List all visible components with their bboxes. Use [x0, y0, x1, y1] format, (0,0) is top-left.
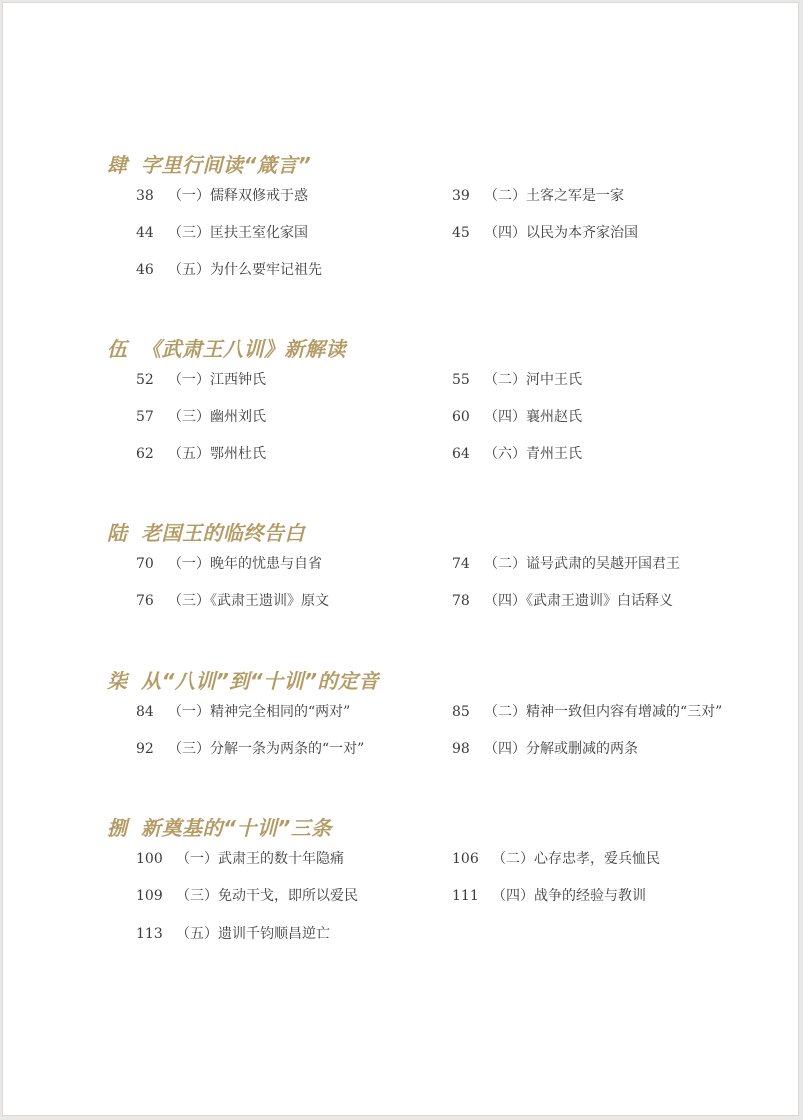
page-number: 45: [452, 225, 470, 241]
entry-title: （四）以民为本齐家治国: [484, 225, 638, 241]
toc-entry[interactable]: [452, 590, 673, 612]
entry-title: （二）河中王氏: [484, 372, 582, 388]
page-number: 57: [136, 409, 154, 425]
entry-title: （五）为什么要牢记祖先: [168, 262, 322, 278]
entry-title: （五）鄂州杜氏: [168, 446, 266, 462]
page-number: 62: [136, 446, 154, 462]
page-number: 44: [136, 225, 154, 241]
section-number: 柒: [107, 669, 128, 693]
entry-title: （二）心存忠孝，爱兵恤民: [492, 851, 660, 867]
page-number: 46: [136, 262, 154, 278]
toc-entry[interactable]: [136, 369, 266, 391]
section-heading: [107, 812, 332, 841]
toc-entry[interactable]: [452, 443, 582, 465]
toc-entry[interactable]: [136, 701, 350, 723]
section-number: 伍: [107, 337, 128, 361]
entry-title: （一）武肃王的数十年隐痛: [176, 851, 344, 867]
entry-title: （一）晚年的忧患与自省: [168, 556, 322, 572]
toc-entry[interactable]: [136, 553, 322, 575]
toc-entry[interactable]: [452, 369, 582, 391]
toc-entry[interactable]: [136, 259, 322, 281]
entry-title: （二）精神一致但内容有增减的“三对”: [484, 704, 723, 720]
toc-entry[interactable]: [136, 443, 266, 465]
toc-entry[interactable]: [136, 590, 329, 612]
entry-title: （三）匡扶王室化家国: [168, 225, 308, 241]
toc-entry[interactable]: [452, 185, 624, 207]
entry-title: （四）分解或删减的两条: [484, 741, 638, 757]
toc-entry[interactable]: [452, 701, 722, 723]
entry-title: （一）江西钟氏: [168, 372, 266, 388]
entry-title: （四）《武肃王遗训》白话释义: [484, 593, 673, 609]
entry-title: （二）土客之军是一家: [484, 188, 624, 204]
toc-entry[interactable]: [136, 738, 364, 760]
toc-entry[interactable]: [136, 923, 330, 945]
page-number: 78: [452, 593, 470, 609]
page-number: 84: [136, 704, 154, 720]
section-number: 肆: [107, 153, 128, 177]
page-number: 76: [136, 593, 154, 609]
section-title: 新奠基的“十训”三条: [141, 816, 332, 840]
toc-entry[interactable]: [452, 738, 638, 760]
entry-title: （三）分解一条为两条的“一对”: [168, 741, 365, 757]
toc-entry[interactable]: [452, 885, 646, 907]
page-number: 74: [452, 556, 470, 572]
section-title: 《武肃王八训》新解读: [141, 337, 346, 361]
section-title: 字里行间读“箴言”: [141, 153, 312, 177]
section-heading: [107, 333, 346, 362]
page-number: 52: [136, 372, 154, 388]
page-number: 85: [452, 704, 470, 720]
entry-title: （三）《武肃王遗训》原文: [168, 593, 329, 609]
entry-title: （四）战争的经验与教训: [492, 888, 646, 904]
entry-title: （六）青州王氏: [484, 446, 582, 462]
entry-title: （一）精神完全相同的“两对”: [168, 704, 351, 720]
page-number: 111: [452, 888, 479, 904]
page-number: 98: [452, 741, 470, 757]
toc-entry[interactable]: [136, 406, 266, 428]
toc-entry[interactable]: [136, 885, 358, 907]
page-number: 113: [136, 926, 163, 942]
page-number: 70: [136, 556, 154, 572]
page-number: 106: [452, 851, 479, 867]
toc-entry[interactable]: [452, 222, 638, 244]
page-number: 92: [136, 741, 154, 757]
page-number: 64: [452, 446, 470, 462]
entry-title: （一）儒释双修戒于惑: [168, 188, 308, 204]
toc-entry[interactable]: [452, 406, 582, 428]
page-number: 55: [452, 372, 470, 388]
section-title: 老国王的临终告白: [141, 521, 305, 545]
page-number: 100: [136, 851, 163, 867]
toc-entry[interactable]: [452, 553, 680, 575]
toc-page: [2, 2, 799, 1116]
section-heading: [107, 149, 311, 178]
page-number: 38: [136, 188, 154, 204]
section-number: 陆: [107, 521, 128, 545]
toc-entry[interactable]: [136, 185, 308, 207]
page-number: 39: [452, 188, 470, 204]
toc-entry[interactable]: [452, 848, 660, 870]
page-number: 60: [452, 409, 470, 425]
toc-entry[interactable]: [136, 848, 344, 870]
entry-title: （三）免动干戈，即所以爱民: [176, 888, 358, 904]
page-number: 109: [136, 888, 163, 904]
entry-title: （三）幽州刘氏: [168, 409, 266, 425]
section-title: 从“八训”到“十训”的定音: [141, 669, 380, 693]
section-number: 捌: [107, 816, 128, 840]
entry-title: （五）遗训千钧顺昌逆亡: [176, 926, 330, 942]
entry-title: （二）谥号武肃的吴越开国君王: [484, 556, 680, 572]
entry-title: （四）襄州赵氏: [484, 409, 582, 425]
section-heading: [107, 665, 379, 694]
section-heading: [107, 517, 305, 546]
toc-entry[interactable]: [136, 222, 308, 244]
